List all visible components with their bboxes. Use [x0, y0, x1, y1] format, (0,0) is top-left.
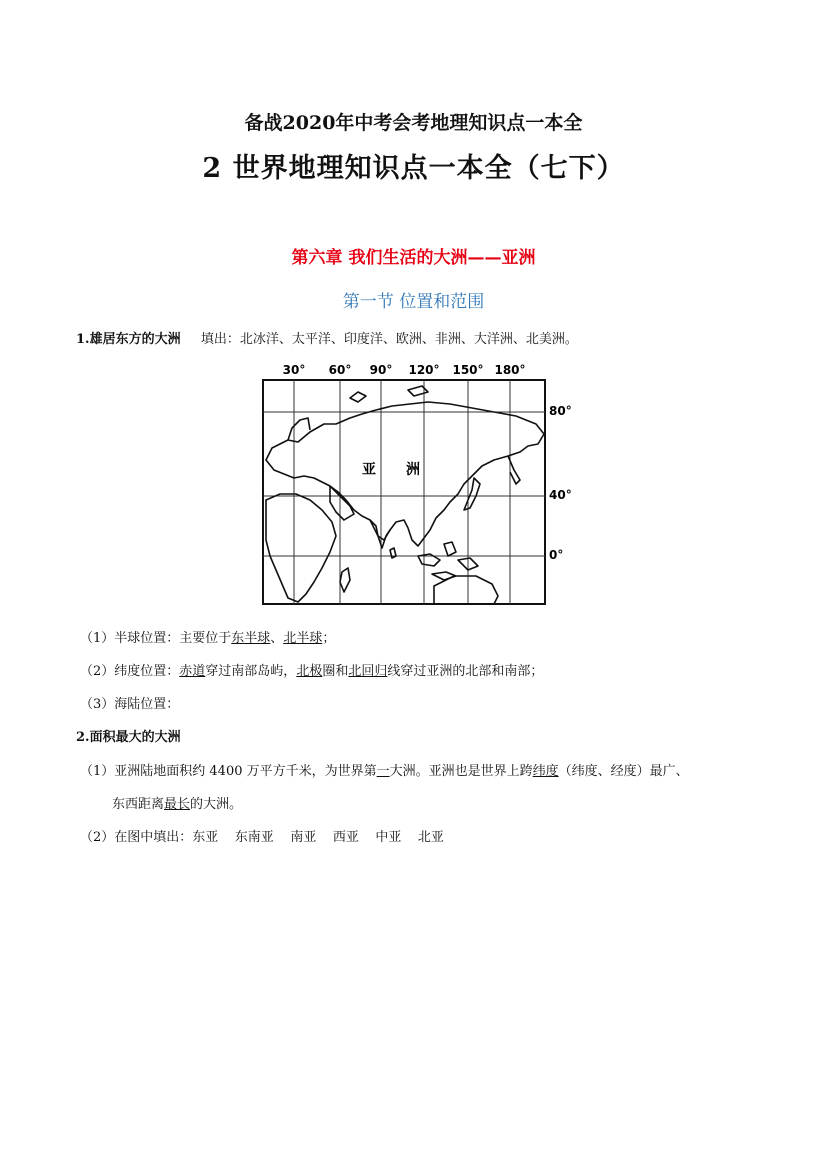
- lon-label: 60°: [328, 363, 352, 377]
- map-label-asia-1: 亚: [362, 462, 376, 478]
- question-1: [76, 328, 578, 347]
- answer-1-2: [80, 660, 543, 679]
- blank-answer: 赤道: [179, 664, 206, 679]
- question-2-heading: [76, 726, 181, 745]
- section-title: 第一节 位置和范围: [342, 292, 485, 312]
- answer-text: 线穿过亚洲的北部和南部；: [387, 664, 544, 679]
- answer-text: （纬度、经度）最广、: [558, 764, 689, 779]
- lat-label: 40°: [549, 488, 572, 502]
- top-title: 备战2020年中考会考地理知识点一本全: [244, 112, 583, 134]
- question-1-heading: 1.雄居东方的大洲: [76, 332, 181, 347]
- answer-text: ；: [322, 631, 336, 646]
- answer-text: （1）半球位置：主要位于: [80, 631, 232, 646]
- blank-answer: 东半球: [231, 631, 271, 646]
- answer-2-1-cont: [112, 793, 242, 812]
- heading-text: 2.面积最大的大洲: [76, 730, 181, 745]
- asia-map: [258, 360, 588, 610]
- answer-1-1: [80, 627, 335, 646]
- lon-label: 90°: [369, 363, 393, 377]
- answer-text: 穿过南部岛屿，: [205, 664, 297, 679]
- lon-label: 120°: [408, 363, 440, 377]
- answer-text: 圈和: [322, 664, 349, 679]
- answer-text: 的大洲。: [190, 797, 243, 812]
- answer-1-3: （3）海陆位置：: [80, 697, 180, 712]
- answer-text: 东西距离: [112, 797, 165, 812]
- land-outlines: [266, 386, 544, 604]
- blank-answer: 最长: [164, 797, 191, 812]
- blank-answer: 北半球: [283, 631, 323, 646]
- lon-label: 30°: [282, 363, 306, 377]
- map-label-asia-2: 洲: [406, 462, 420, 478]
- answer-text: （2）纬度位置：: [80, 664, 180, 679]
- lat-label: 80°: [549, 404, 572, 418]
- main-title: 2 世界地理知识点一本全（七下）: [202, 153, 625, 184]
- lat-label: 0°: [549, 548, 564, 562]
- lon-label: 180°: [494, 363, 526, 377]
- answer-2-2: （2）在图中填出：东亚 东南亚 南亚 西亚 中亚 北亚: [80, 830, 444, 845]
- answer-text: （1）亚洲陆地面积约 4400 万平方千米，为世界第: [80, 764, 377, 779]
- blank-answer: 北回归: [348, 664, 388, 679]
- blank-answer: 纬度: [532, 764, 559, 779]
- answer-text: 、: [270, 631, 284, 646]
- lon-label: 150°: [452, 363, 484, 377]
- answer-2-1: [80, 760, 689, 779]
- blank-answer: 北极: [296, 664, 323, 679]
- answer-text: 大洲。亚洲也是世界上跨: [389, 764, 533, 779]
- question-1-prompt: 填出：北冰洋、太平洋、印度洋、欧洲、非洲、大洋洲、北美洲。: [200, 332, 578, 347]
- chapter-title: 第六章 我们生活的大洲——亚洲: [291, 248, 536, 268]
- blank-answer: 一: [376, 764, 390, 779]
